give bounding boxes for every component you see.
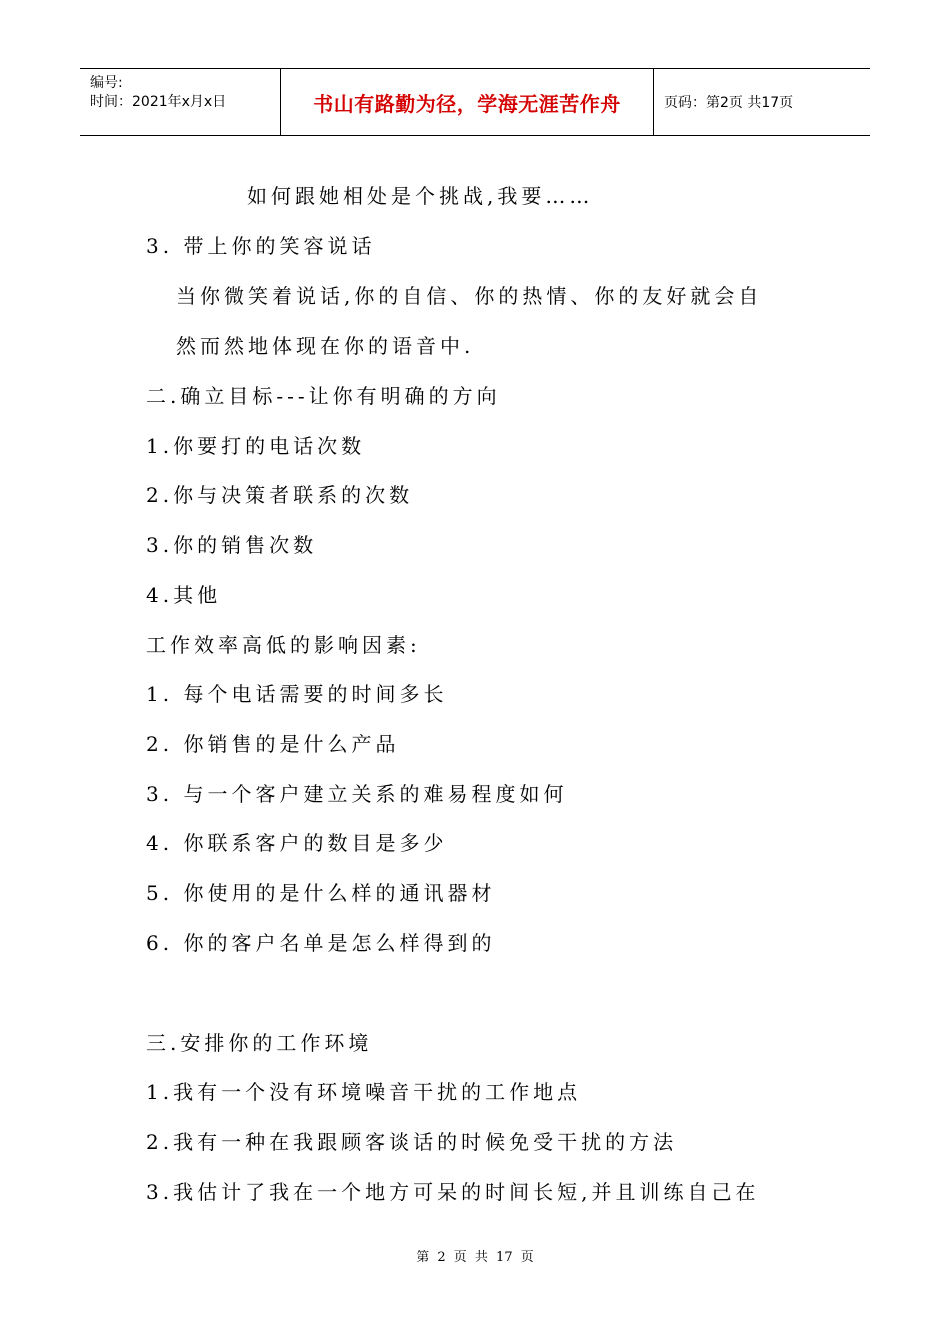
list-item: 3.我估计了我在一个地方可呆的时间长短,并且训练自己在 xyxy=(146,1180,760,1204)
section-heading: 二.确立目标---让你有明确的方向 xyxy=(146,384,501,408)
list-item: 1. 每个电话需要的时间多长 xyxy=(146,682,448,706)
page-footer: 第 2 页 共 17 页 xyxy=(416,1250,534,1265)
paragraph-line: 然而然地体现在你的语音中. xyxy=(176,334,475,358)
list-item: 3. 与一个客户建立关系的难易程度如何 xyxy=(146,782,568,806)
subheading: 工作效率高低的影响因素: xyxy=(146,633,421,657)
header-page-label: 页码：第2页 共17页 xyxy=(664,95,794,111)
paragraph-line: 当你微笑着说话,你的自信、你的热情、你的友好就会自 xyxy=(176,284,763,308)
list-heading: 3. 带上你的笑容说话 xyxy=(146,234,376,258)
list-item: 1.我有一个没有环境噪音干扰的工作地点 xyxy=(146,1080,582,1104)
list-item: 3.你的销售次数 xyxy=(146,533,318,557)
list-item: 4. 你联系客户的数目是多少 xyxy=(146,831,448,855)
document-date-label: 时间：2021年x月x日 xyxy=(90,94,227,110)
list-item: 6. 你的客户名单是怎么样得到的 xyxy=(146,931,496,955)
list-item: 2.你与决策者联系的次数 xyxy=(146,483,414,507)
document-number-label: 编号: xyxy=(90,75,123,91)
text-line: 如何跟她相处是个挑战,我要…… xyxy=(247,184,594,208)
list-item: 2.我有一种在我跟顾客谈话的时候免受干扰的方法 xyxy=(146,1130,678,1154)
list-item: 2. 你销售的是什么产品 xyxy=(146,732,400,756)
page-header-table xyxy=(80,68,870,136)
list-item: 5. 你使用的是什么样的通讯器材 xyxy=(146,881,496,905)
list-item: 1.你要打的电话次数 xyxy=(146,434,366,458)
list-item: 4.其他 xyxy=(146,583,222,607)
header-motto: 书山有路勤为径，学海无涯苦作舟 xyxy=(281,69,654,135)
section-heading: 三.安排你的工作环境 xyxy=(146,1031,373,1055)
header-meta-cell xyxy=(80,69,281,135)
